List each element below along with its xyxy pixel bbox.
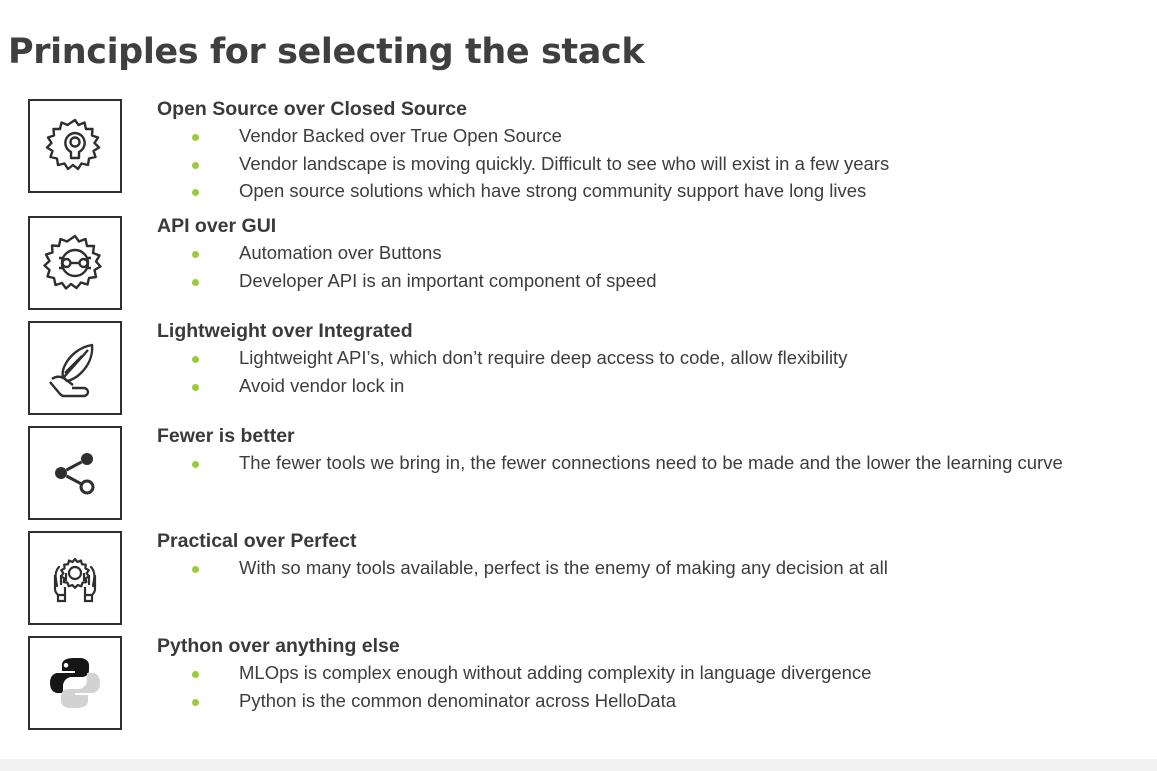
section-heading: Python over anything else xyxy=(157,635,400,658)
icon-cell xyxy=(0,319,150,415)
section-heading: Practical over Perfect xyxy=(157,530,357,553)
icon-cell xyxy=(0,634,150,730)
section-bullets xyxy=(157,240,1157,294)
section-heading: Lightweight over Integrated xyxy=(157,320,413,343)
list-item: Python is the common denominator across HelloData xyxy=(157,688,1157,714)
share-nodes-icon xyxy=(28,426,122,520)
list-item: With so many tools available, perfect is the enemy of making any decision at all xyxy=(157,555,1157,581)
list-item: Lightweight API’s, which don’t require deep access to code, allow flexibility xyxy=(157,345,1157,371)
open-source-gear-icon xyxy=(28,99,122,193)
text-cell xyxy=(150,319,1157,400)
list-item: Vendor Backed over True Open Source xyxy=(157,123,1157,149)
icon-cell xyxy=(0,529,150,625)
list-item: Developer API is an important component of speed xyxy=(157,268,1157,294)
feather-hand-icon xyxy=(28,321,122,415)
page-title: Principles for selecting the stack xyxy=(8,32,645,73)
section-bullets xyxy=(157,450,1157,476)
section-bullets xyxy=(157,660,1157,714)
icon-cell xyxy=(0,424,150,520)
text-cell xyxy=(150,214,1157,295)
list-item: Automation over Buttons xyxy=(157,240,1157,266)
text-cell xyxy=(150,634,1157,715)
icon-cell xyxy=(0,97,150,193)
text-cell xyxy=(150,97,1157,205)
section-bullets xyxy=(157,345,1157,399)
text-cell xyxy=(150,424,1157,478)
python-logo-icon xyxy=(28,636,122,730)
principle-section xyxy=(0,424,1157,520)
list-item: Vendor landscape is moving quickly. Difficult to see who will exist in a few years xyxy=(157,151,1157,177)
section-heading: Fewer is better xyxy=(157,425,295,448)
principle-section xyxy=(0,634,1157,730)
section-heading: API over GUI xyxy=(157,215,277,238)
slide xyxy=(0,23,1157,771)
list-item: MLOps is complex enough without adding complexity in language divergence xyxy=(157,660,1157,686)
icon-cell xyxy=(0,214,150,310)
section-heading: Open Source over Closed Source xyxy=(157,97,467,120)
principle-section xyxy=(0,97,1157,205)
section-bullets xyxy=(157,555,1157,581)
list-item: Avoid vendor lock in xyxy=(157,373,1157,399)
principles-list xyxy=(0,97,1157,730)
principle-section xyxy=(0,319,1157,415)
api-gear-icon xyxy=(28,216,122,310)
section-bullets xyxy=(157,123,1157,204)
hands-gear-icon xyxy=(28,531,122,625)
text-cell xyxy=(150,529,1157,583)
list-item: The fewer tools we bring in, the fewer connections need to be made and the lower the learning curve xyxy=(157,450,1157,476)
list-item: Open source solutions which have strong community support have long lives xyxy=(157,178,1157,204)
principle-section xyxy=(0,214,1157,310)
principle-section xyxy=(0,529,1157,625)
footer-bar xyxy=(0,759,1157,771)
